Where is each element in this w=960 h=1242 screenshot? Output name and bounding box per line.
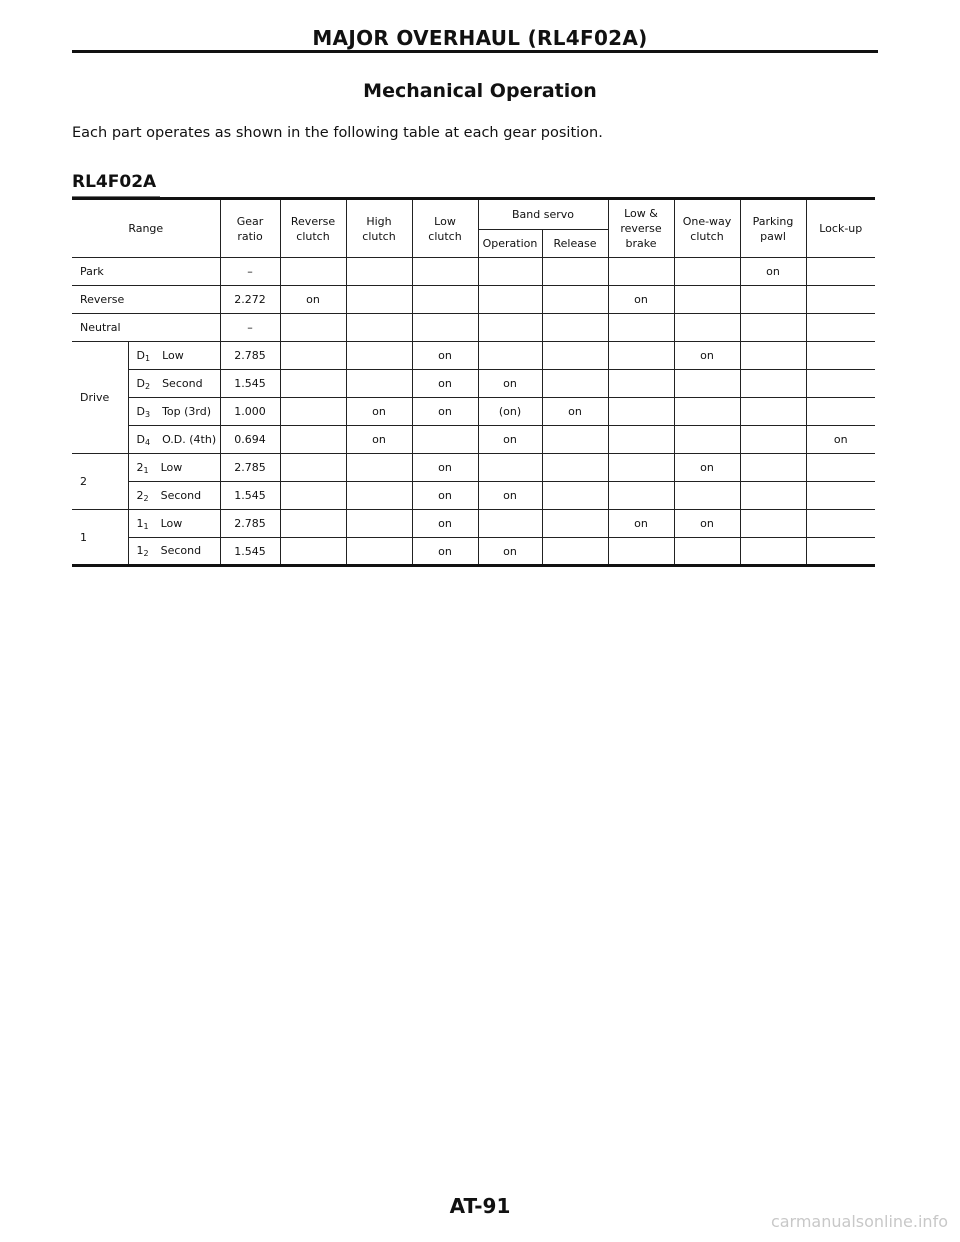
status-cell	[542, 482, 608, 510]
header-lock-up: Lock-up	[806, 199, 875, 258]
status-cell	[674, 538, 740, 566]
status-cell	[542, 510, 608, 538]
status-cell	[608, 370, 674, 398]
status-cell	[280, 258, 346, 286]
gear-position-cell	[128, 370, 220, 398]
status-cell	[346, 286, 412, 314]
header-high-clutch: High clutch	[346, 199, 412, 258]
table-row	[72, 314, 875, 342]
status-cell	[346, 538, 412, 566]
range-group-cell: Park	[72, 258, 220, 286]
gear-ratio-cell: 2.785	[220, 342, 280, 370]
status-cell	[280, 538, 346, 566]
header-parking-pawl: Parking pawl	[740, 199, 806, 258]
status-cell: on	[806, 426, 875, 454]
table-row	[72, 426, 875, 454]
mechanical-operation-table	[72, 197, 875, 567]
gear-position-subscript: 3	[144, 409, 151, 419]
gear-position-base: 1	[136, 544, 144, 557]
status-cell: on	[280, 286, 346, 314]
gear-position-cell	[128, 510, 220, 538]
status-cell	[674, 426, 740, 454]
status-cell: on	[412, 370, 478, 398]
gear-position-name: Low	[162, 348, 184, 362]
status-cell	[280, 314, 346, 342]
status-cell	[674, 286, 740, 314]
table-row	[72, 482, 875, 510]
status-cell	[806, 510, 875, 538]
status-cell	[674, 258, 740, 286]
gear-ratio-cell: 2.785	[220, 454, 280, 482]
status-cell	[478, 286, 542, 314]
status-cell	[806, 398, 875, 426]
watermark: carmanualsonline.info	[770, 1212, 948, 1231]
status-cell: on	[674, 342, 740, 370]
status-cell	[542, 314, 608, 342]
gear-position-subscript: 1	[143, 465, 149, 475]
section-title: Mechanical Operation	[363, 80, 597, 102]
range-group-cell: Neutral	[72, 314, 220, 342]
status-cell	[806, 454, 875, 482]
gear-position-name: Second	[160, 544, 202, 557]
status-cell: on	[674, 510, 740, 538]
status-cell	[806, 342, 875, 370]
header-reverse-clutch: Reverse clutch	[280, 199, 346, 258]
status-cell	[740, 538, 806, 566]
status-cell	[478, 454, 542, 482]
status-cell: on	[346, 426, 412, 454]
header-low-reverse-brake: Low & reverse brake	[608, 199, 674, 258]
status-cell	[740, 426, 806, 454]
header-range: Range	[72, 199, 220, 258]
gear-position-cell	[128, 482, 220, 510]
status-cell: on	[674, 454, 740, 482]
status-cell: on	[740, 258, 806, 286]
header-gear-ratio: Gear ratio	[220, 199, 280, 258]
status-cell	[346, 314, 412, 342]
status-cell	[806, 314, 875, 342]
gear-ratio-cell: 1.545	[220, 482, 280, 510]
status-cell	[478, 510, 542, 538]
status-cell	[740, 370, 806, 398]
status-cell	[346, 342, 412, 370]
gear-position-base: 2	[136, 460, 144, 474]
status-cell: on	[478, 482, 542, 510]
status-cell: (on)	[478, 398, 542, 426]
range-group-cell: 2	[72, 454, 128, 510]
status-cell: on	[608, 510, 674, 538]
status-cell	[346, 258, 412, 286]
status-cell	[740, 510, 806, 538]
header-rule	[72, 50, 878, 53]
status-cell	[740, 454, 806, 482]
status-cell	[346, 454, 412, 482]
status-cell: on	[346, 398, 412, 426]
status-cell	[806, 482, 875, 510]
model-heading: RL4F02A	[72, 172, 157, 192]
gear-position-base: 2	[136, 488, 144, 502]
gear-position-subscript: 1	[143, 521, 149, 531]
gear-position-base: 1	[136, 516, 144, 530]
gear-position-subscript: 2	[143, 549, 149, 558]
status-cell	[806, 258, 875, 286]
status-cell	[280, 454, 346, 482]
status-cell	[674, 482, 740, 510]
status-cell	[608, 398, 674, 426]
status-cell	[412, 426, 478, 454]
table-row	[72, 342, 875, 370]
page-header: MAJOR OVERHAUL (RL4F02A)	[312, 26, 648, 50]
status-cell	[542, 370, 608, 398]
status-cell	[478, 258, 542, 286]
table-row	[72, 398, 875, 426]
status-cell	[806, 370, 875, 398]
status-cell	[280, 370, 346, 398]
range-group-cell: 1	[72, 510, 128, 566]
status-cell	[280, 426, 346, 454]
header-one-way-clutch: One-way clutch	[674, 199, 740, 258]
gear-position-cell	[128, 426, 220, 454]
header-band-servo-operation: Operation	[478, 230, 542, 258]
status-cell: on	[478, 370, 542, 398]
gear-position-subscript: 2	[144, 381, 151, 391]
gear-position-name: Second	[160, 488, 202, 502]
status-cell	[608, 538, 674, 566]
gear-position-subscript: 2	[143, 493, 149, 503]
status-cell	[542, 538, 608, 566]
status-cell	[806, 538, 875, 566]
gear-ratio-cell: –	[220, 258, 280, 286]
table-row	[72, 538, 875, 566]
page-number: AT-91	[449, 1194, 511, 1218]
table-row	[72, 510, 875, 538]
status-cell	[542, 286, 608, 314]
gear-ratio-cell: 1.545	[220, 370, 280, 398]
status-cell: on	[412, 510, 478, 538]
gear-position-name: Top (3rd)	[162, 404, 212, 418]
gear-position-cell	[128, 342, 220, 370]
header-band-servo-release: Release	[542, 230, 608, 258]
status-cell: on	[412, 398, 478, 426]
gear-position-name: Low	[160, 516, 183, 530]
status-cell	[412, 258, 478, 286]
status-cell	[608, 426, 674, 454]
status-cell	[542, 454, 608, 482]
gear-position-base: D	[136, 432, 145, 446]
status-cell	[674, 314, 740, 342]
range-group-cell: Drive	[72, 342, 128, 454]
gear-position-cell	[128, 454, 220, 482]
table-row	[72, 370, 875, 398]
status-cell	[542, 258, 608, 286]
status-cell: on	[608, 286, 674, 314]
gear-ratio-cell: –	[220, 314, 280, 342]
status-cell: on	[412, 342, 478, 370]
gear-ratio-cell: 0.694	[220, 426, 280, 454]
status-cell	[608, 314, 674, 342]
status-cell	[740, 314, 806, 342]
gear-position-subscript: 4	[144, 437, 151, 447]
status-cell: on	[412, 482, 478, 510]
intro-text: Each part operates as shown in the following table at each gear position.	[72, 125, 603, 141]
status-cell	[542, 342, 608, 370]
table-row	[72, 454, 875, 482]
status-cell	[280, 482, 346, 510]
status-cell	[478, 314, 542, 342]
status-cell	[740, 482, 806, 510]
status-cell: on	[412, 538, 478, 566]
gear-position-name: Low	[160, 460, 183, 474]
status-cell	[478, 342, 542, 370]
status-cell	[608, 482, 674, 510]
range-group-cell: Reverse	[72, 286, 220, 314]
status-cell	[740, 342, 806, 370]
gear-position-subscript: 1	[144, 353, 151, 363]
table-body	[72, 258, 875, 566]
status-cell	[346, 482, 412, 510]
status-cell	[280, 510, 346, 538]
status-cell: on	[542, 398, 608, 426]
gear-ratio-cell: 1.000	[220, 398, 280, 426]
status-cell	[542, 426, 608, 454]
gear-ratio-cell: 1.545	[220, 538, 280, 566]
gear-position-cell	[128, 398, 220, 426]
header-low-clutch: Low clutch	[412, 199, 478, 258]
status-cell	[740, 398, 806, 426]
table-row	[72, 258, 875, 286]
status-cell	[608, 454, 674, 482]
status-cell	[806, 286, 875, 314]
gear-position-name: O.D. (4th)	[162, 432, 217, 446]
status-cell: on	[478, 538, 542, 566]
status-cell	[346, 510, 412, 538]
status-cell	[608, 342, 674, 370]
status-cell	[280, 398, 346, 426]
gear-position-base: D	[136, 376, 145, 390]
gear-ratio-cell: 2.272	[220, 286, 280, 314]
gear-position-base: D	[136, 348, 145, 362]
status-cell	[674, 398, 740, 426]
status-cell	[608, 258, 674, 286]
status-cell	[674, 370, 740, 398]
status-cell	[412, 314, 478, 342]
status-cell	[346, 370, 412, 398]
status-cell: on	[478, 426, 542, 454]
header-band-servo: Band servo	[478, 199, 608, 230]
status-cell	[280, 342, 346, 370]
status-cell: on	[412, 454, 478, 482]
gear-position-cell	[128, 538, 220, 566]
gear-position-name: Second	[162, 376, 203, 390]
gear-ratio-cell: 2.785	[220, 510, 280, 538]
status-cell	[412, 286, 478, 314]
table-row	[72, 286, 875, 314]
status-cell	[740, 286, 806, 314]
gear-position-base: D	[136, 404, 145, 418]
